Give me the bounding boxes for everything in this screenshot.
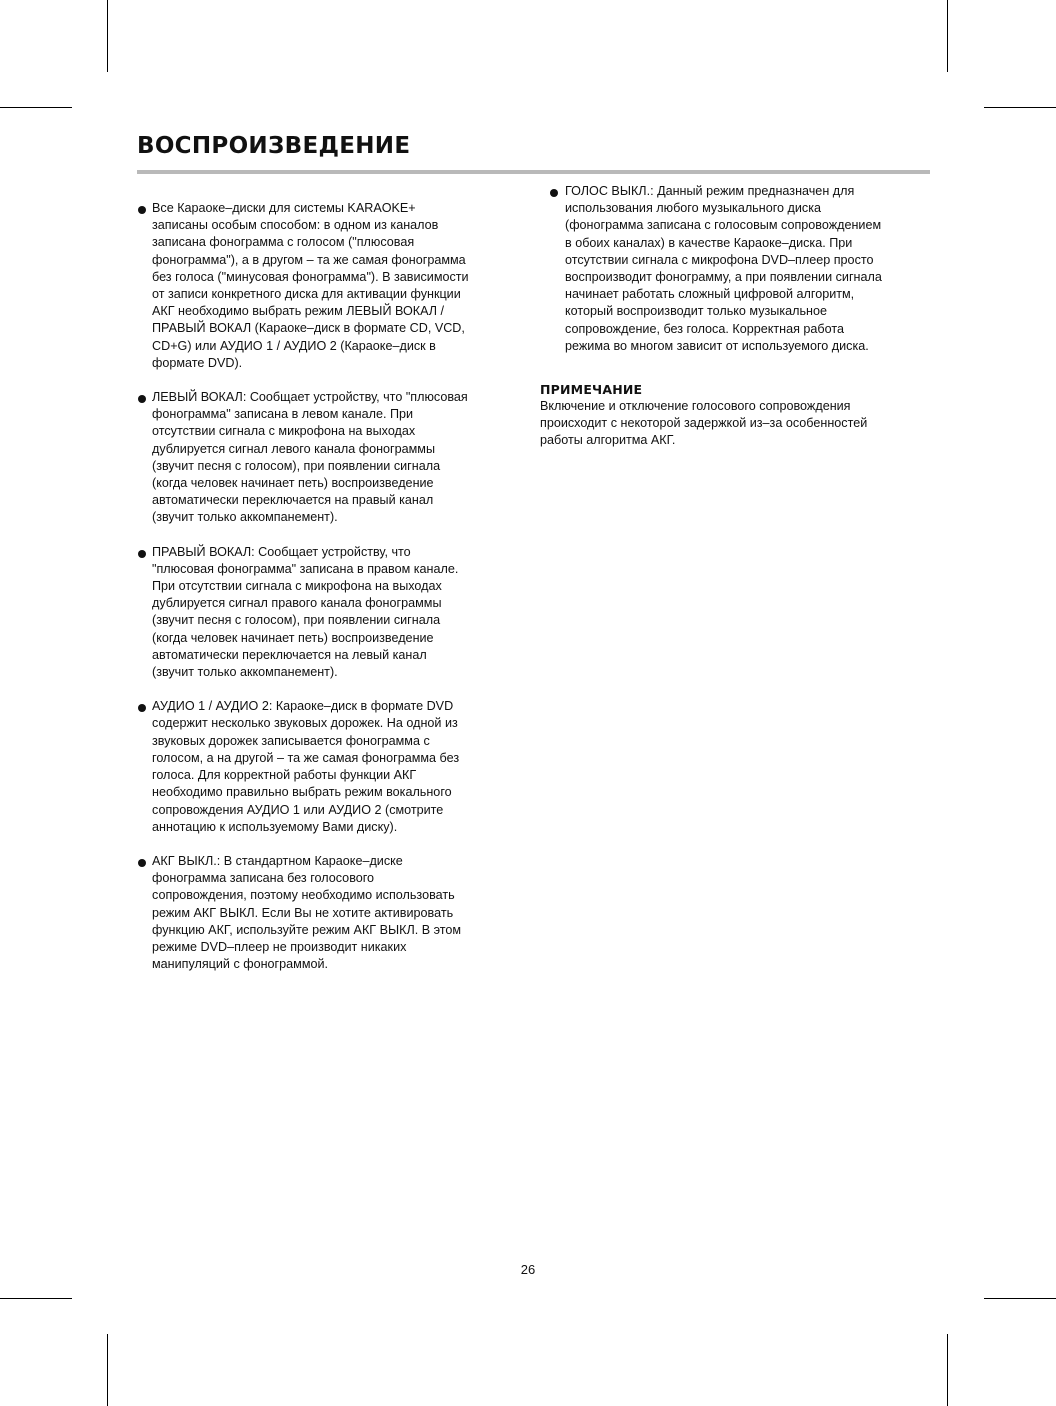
page-title: ВОСПРОИЗВЕДЕНИЕ bbox=[137, 133, 411, 159]
list-item-text: ГОЛОС ВЫКЛ.: Данный режим предназначен для использования любого музыкального диска (фонограмма записана с голосовым сопровождением в обоих каналах) в качестве Караоке–диска. При отсутствии сигнала с микрофона DVD–плеер просто воспроизводит фонограмму, а при появлении сигнала начинает работать сложный цифровой алгоритм, который воспроизводит только музыкальное сопровождение, без голоса. Корректная работа режима во многом зависит от используемого диска. bbox=[565, 184, 882, 353]
crop-mark bbox=[0, 107, 72, 108]
crop-mark bbox=[947, 1334, 948, 1406]
list-item bbox=[137, 200, 517, 372]
crop-mark bbox=[984, 1298, 1056, 1299]
crop-mark bbox=[0, 1298, 72, 1299]
bullet-icon bbox=[138, 550, 146, 558]
bullet-icon bbox=[138, 859, 146, 867]
list-item bbox=[137, 389, 517, 527]
list-item-text: Все Караоке–диски для системы KARAOKE+ записаны особым способом: в одном из каналов записана фонограмма с голосом ("плюсовая фонограмма"), а в другом – та же самая фонограмма без голоса ("минусовая фонограмма"). В зависимости от записи конкретного диска для активации функции АКГ необходимо выбрать режим ЛЕВЫЙ ВОКАЛ / ПРАВЫЙ ВОКАЛ (Караоке–диск в формате CD, VCD, CD+G) или АУДИО 1 / АУДИО 2 (Караоке–диск в формате DVD). bbox=[152, 201, 469, 370]
bullet-icon bbox=[138, 206, 146, 214]
list-item-text: АКГ ВЫКЛ.: В стандартном Караоке–диске фонограмма записана без голосового сопровождения, поэтому необходимо использовать режим АКГ ВЫКЛ. Если Вы не хотите активировать функцию АКГ, используйте режим АКГ ВЫКЛ. В этом режиме DVD–плеер не производит никаких манипуляций с фонограммой. bbox=[152, 853, 462, 972]
note-text: Включение и отключение голосового сопровождения происходит с некоторой задержкой из–за особенностей работы алгоритма АКГ. bbox=[540, 399, 868, 448]
bullet-icon bbox=[138, 704, 146, 712]
list-item bbox=[137, 698, 517, 836]
bullet-icon bbox=[550, 189, 558, 197]
right-column bbox=[540, 183, 932, 450]
bullet-icon bbox=[138, 395, 146, 403]
crop-mark bbox=[107, 0, 108, 72]
page-number: 26 bbox=[520, 1262, 536, 1277]
crop-mark bbox=[947, 0, 948, 72]
title-divider bbox=[137, 170, 930, 174]
list-item bbox=[137, 853, 517, 973]
list-item-text: ПРАВЫЙ ВОКАЛ: Сообщает устройству, что "плюсовая фонограмма" записана в правом канале. При отсутствии сигнала с микрофона на выходах дублируется сигнал правого канала фонограммы (звучит песня с голосом), при появлении сигнала (когда человек начинает петь) воспроизведение автоматически переключается на левый канал (звучит только аккомпанемент). bbox=[152, 544, 459, 680]
list-item bbox=[540, 183, 932, 355]
list-item-text: ЛЕВЫЙ ВОКАЛ: Сообщает устройству, что "плюсовая фонограмма" записана в левом канале. При отсутствии сигнала с микрофона на выходах дублируется сигнал левого канала фонограммы (звучит песня с голосом), при появлении сигнала (когда человек начинает петь) воспроизведение автоматически переключается на правый канал (звучит только аккомпанемент). bbox=[152, 390, 468, 525]
list-item-text: АУДИО 1 / АУДИО 2: Караоке–диск в формате DVD содержит несколько звуковых дорожек. На одной из звуковых дорожек записывается фонограмма с голосом, а на другой – та же самая фонограмма без голоса. Для корректной работы функции АКГ необходимо правильно выбрать режим вокального сопровождения АУДИО 1 или АУДИО 2 (смотрите аннотацию к используемому Вами диску). bbox=[152, 699, 460, 834]
note-heading: ПРИМЕЧАНИЕ bbox=[540, 382, 643, 398]
left-column bbox=[137, 183, 517, 973]
crop-mark bbox=[984, 107, 1056, 108]
list-item bbox=[137, 544, 517, 682]
crop-mark bbox=[107, 1334, 108, 1406]
